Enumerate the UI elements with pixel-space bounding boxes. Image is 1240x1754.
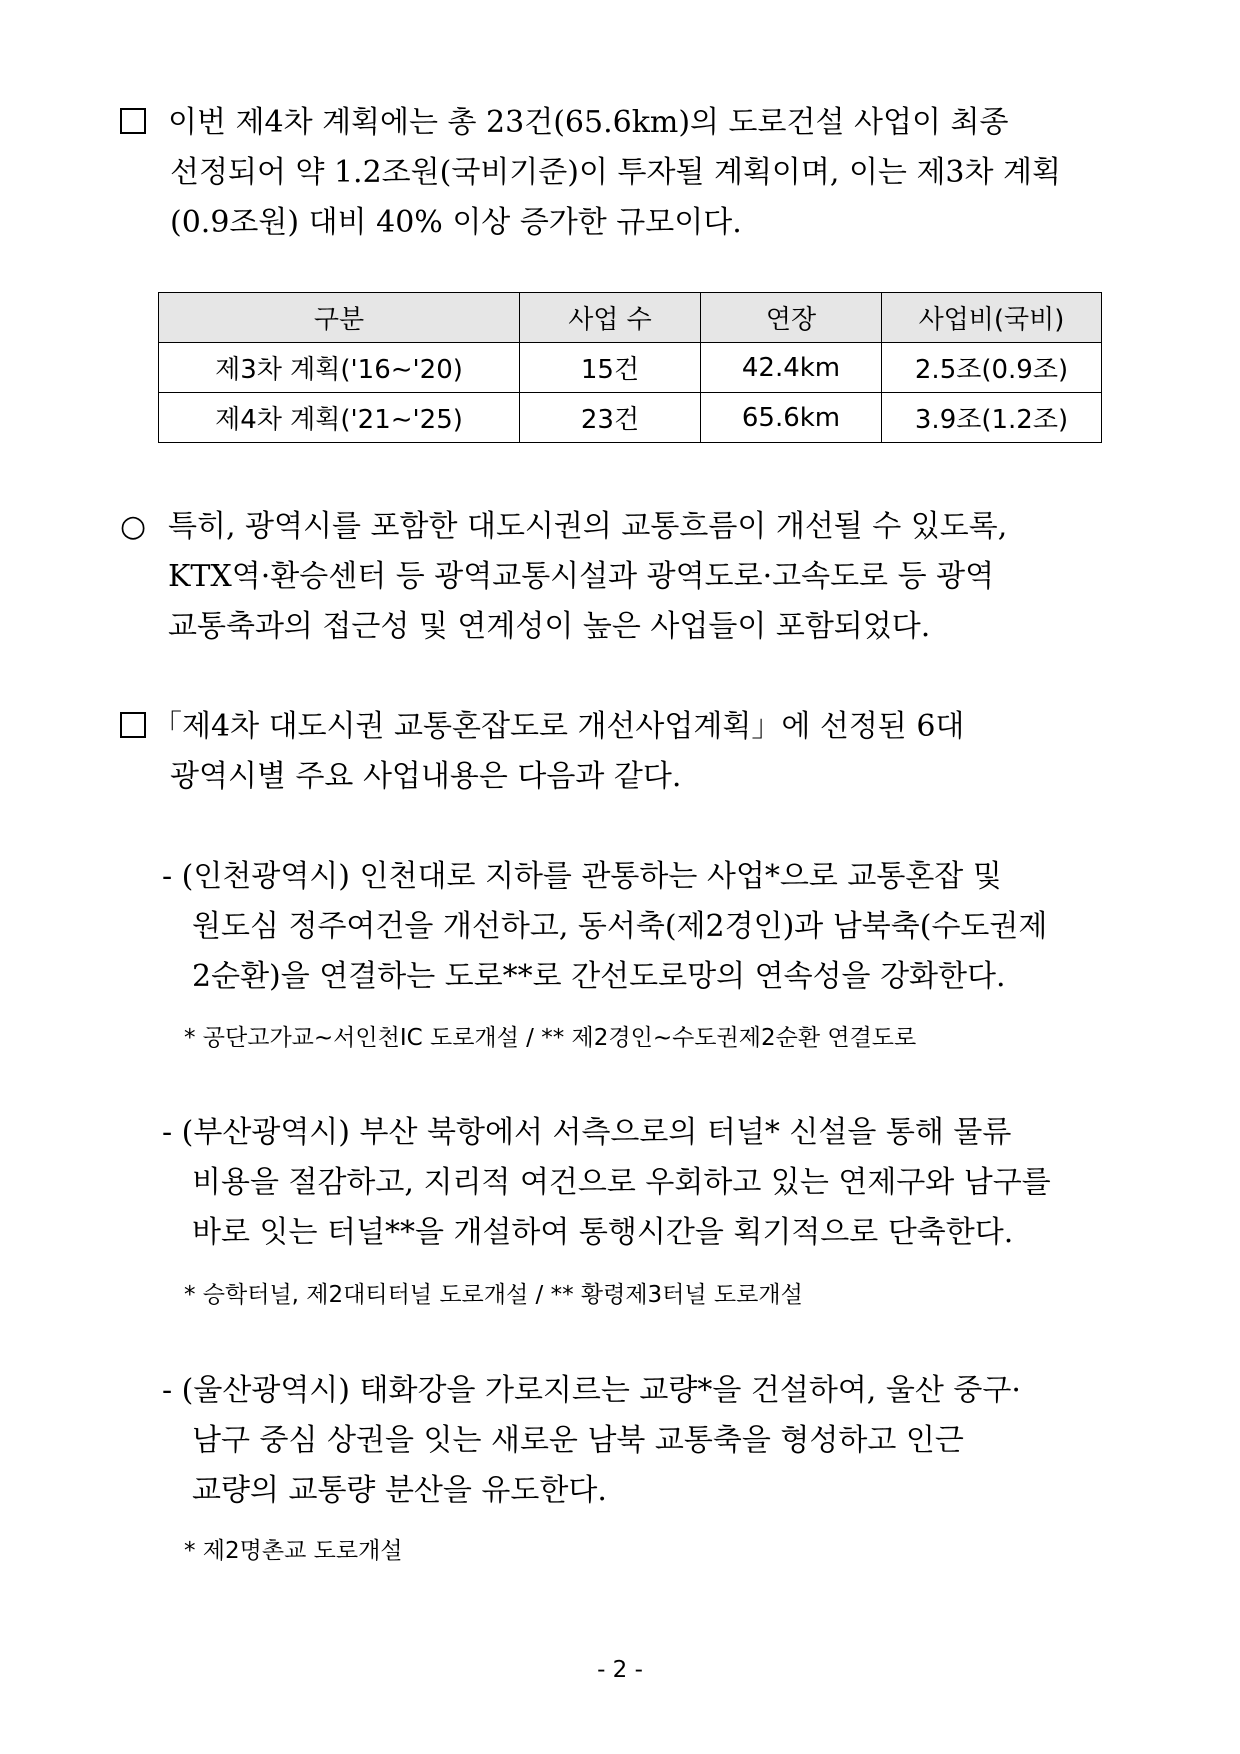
plan-line-1: 「제4차 대도시권 교통혼잡도로 개선사업계획」에 선정된 6대 xyxy=(120,702,1106,752)
table-row xyxy=(159,393,1102,443)
plan-line-2: 광역시별 주요 사업내용은 다음과 같다. xyxy=(170,759,682,794)
plan-comparison-table xyxy=(158,292,1102,443)
intro-line-1: 이번 제4차 계획에는 총 23건(65.6km)의 도로건설 사업이 최종 xyxy=(120,98,1106,148)
ulsan-line-2: 남구 중심 상권을 잇는 새로운 남북 교통축을 형성하고 인근 xyxy=(192,1423,964,1458)
intro-line-3: (0.9조원) 대비 40% 이상 증가한 규모이다. xyxy=(170,205,742,240)
checkbox-square-icon xyxy=(120,712,146,738)
intro-paragraph xyxy=(120,98,1106,248)
table-cell: 제3차 계획('16∼'20) xyxy=(159,343,520,393)
metro-line-2: KTX역·환승센터 등 광역교통시설과 광역도로·고속도로 등 광역 xyxy=(168,559,995,594)
ulsan-line-1: - (울산광역시) 태화강을 가로지르는 교량*을 건설하여, 울산 중구· xyxy=(162,1373,1021,1408)
bullet-circle-icon: ○ xyxy=(120,509,147,544)
intro-line-2: 선정되어 약 1.2조원(국비기준)이 투자될 계획이며, 이는 제3차 계획 xyxy=(170,155,1061,190)
ulsan-item xyxy=(162,1366,1106,1516)
metro-line-3: 교통축과의 접근성 및 연계성이 높은 사업들이 포함되었다. xyxy=(168,609,931,644)
table-cell: 15건 xyxy=(520,343,701,393)
table-cell: 3.9조(1.2조) xyxy=(882,393,1102,443)
table-cell: 23건 xyxy=(520,393,701,443)
incheon-footnote: * 공단고가교∼서인천IC 도로개설 / ** 제2경인∼수도권제2순환 연결도로 xyxy=(184,1025,917,1051)
incheon-item xyxy=(162,852,1106,1002)
incheon-line-3: 2순환)을 연결하는 도로**로 간선도로망의 연속성을 강화한다. xyxy=(192,959,1006,994)
busan-item xyxy=(162,1108,1106,1258)
metro-line-1: ○ 특히, 광역시를 포함한 대도시권의 교통흐름이 개선될 수 있도록, xyxy=(120,502,1106,552)
incheon-line-1: - (인천광역시) 인천대로 지하를 관통하는 사업*으로 교통혼잡 및 xyxy=(162,859,1002,894)
ulsan-footnote: * 제2명촌교 도로개설 xyxy=(184,1538,403,1564)
table-row xyxy=(159,343,1102,393)
incheon-line-2: 원도심 정주여건을 개선하고, 동서축(제2경인)과 남북축(수도권제 xyxy=(192,909,1048,944)
checkbox-square-icon xyxy=(120,108,146,134)
ulsan-line-3: 교량의 교통량 분산을 유도한다. xyxy=(192,1473,607,1508)
plan-summary-paragraph xyxy=(120,702,1106,802)
table-header-row xyxy=(159,293,1102,343)
busan-line-3: 바로 잇는 터널**을 개설하여 통행시간을 획기적으로 단축한다. xyxy=(192,1215,1014,1250)
metro-access-paragraph xyxy=(120,502,1106,652)
col-header-cost: 사업비(국비) xyxy=(882,293,1102,343)
table-cell: 제4차 계획('21∼'25) xyxy=(159,393,520,443)
col-header-length: 연장 xyxy=(701,293,882,343)
table-cell: 65.6km xyxy=(701,393,882,443)
busan-footnote: * 승학터널, 제2대티터널 도로개설 / ** 황령제3터널 도로개설 xyxy=(184,1282,803,1308)
col-header-count: 사업 수 xyxy=(520,293,701,343)
busan-line-1: - (부산광역시) 부산 북항에서 서측으로의 터널* 신설을 통해 물류 xyxy=(162,1115,1012,1150)
col-header-category: 구분 xyxy=(159,293,520,343)
table-cell: 42.4km xyxy=(701,343,882,393)
page-number: - 2 - xyxy=(597,1657,643,1683)
busan-line-2: 비용을 절감하고, 지리적 여건으로 우회하고 있는 연제구와 남구를 xyxy=(192,1165,1051,1200)
table-cell: 2.5조(0.9조) xyxy=(882,343,1102,393)
